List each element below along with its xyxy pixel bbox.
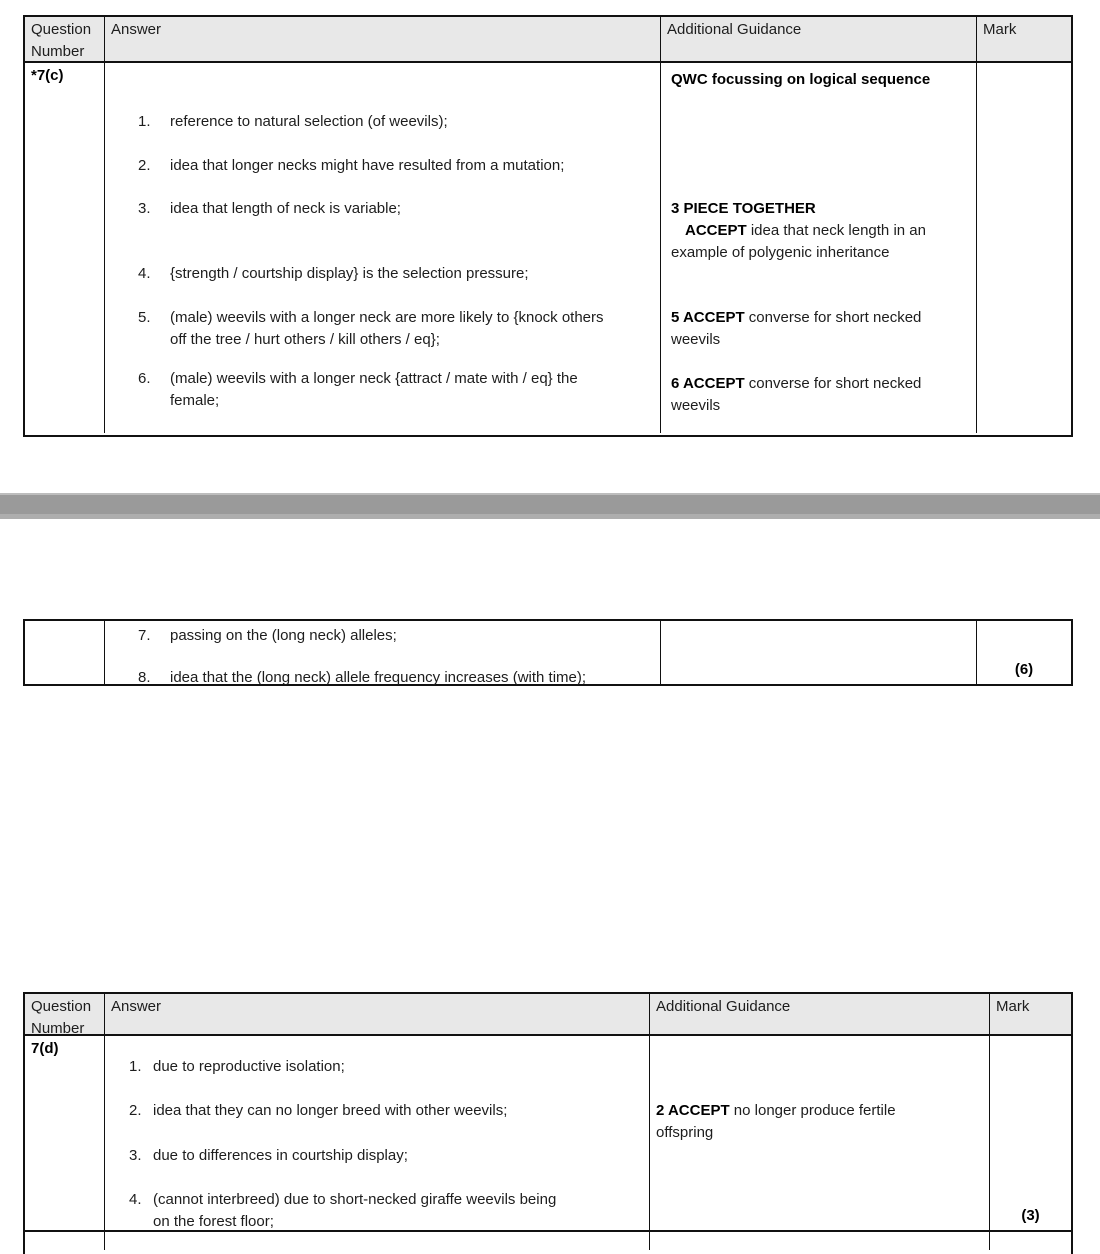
table-row	[25, 1036, 1071, 1232]
mark-value: (3)	[1021, 1207, 1040, 1224]
table-header-row	[25, 994, 1071, 1036]
answer-point: 6. (male) weevils with a longer neck {attract / mate with / eq} the female;	[138, 370, 578, 409]
answer-cell	[105, 1036, 650, 1230]
answer-point: 2. idea that longer necks might have resulted from a mutation;	[138, 157, 565, 174]
column-header-mark: Mark	[983, 21, 1017, 38]
question-number: *7(c)	[31, 67, 64, 84]
mark-cell	[977, 621, 1071, 684]
answer-point: 8. idea that the (long neck) allele frequency increases (with time);	[138, 669, 587, 686]
column-header-additional-guidance: Additional Guidance	[650, 994, 990, 1042]
guidance-note-2: 2 ACCEPT no longer produce fertile offspring	[656, 1102, 896, 1141]
answer-point: 4. {strength / courtship display} is the selection pressure;	[138, 265, 529, 282]
mark-scheme-table-7c-continued	[23, 619, 1073, 686]
guidance-note-6: 6 ACCEPT converse for short necked weevils	[671, 375, 922, 414]
answer-point: 4. (cannot interbreed) due to short-necked giraffe weevils being on the forest floor;	[129, 1191, 557, 1230]
guidance-heading: QWC focussing on logical sequence	[671, 71, 931, 88]
mark-value: (6)	[1014, 661, 1034, 678]
question-number-cell	[25, 63, 105, 433]
answer-point: 1. due to reproductive isolation;	[129, 1058, 345, 1075]
guidance-note-5: 5 ACCEPT converse for short necked weevils	[671, 309, 922, 348]
page-divider	[0, 493, 1100, 519]
table-continuation-borders	[25, 1232, 1071, 1250]
column-header-additional-guidance: Additional Guidance	[661, 17, 977, 65]
answer-point: 3. due to differences in courtship display;	[129, 1147, 408, 1164]
answer-cell	[105, 63, 661, 433]
guidance-cell	[661, 63, 977, 433]
mark-scheme-table-7d	[23, 992, 1073, 1254]
answer-point: 2. idea that they can no longer breed with other weevils;	[129, 1102, 508, 1119]
guidance-note-3: 3 PIECE TOGETHER ACCEPT idea that neck length in an example of polygenic inheritance	[671, 200, 926, 261]
mark-cell	[977, 63, 1071, 433]
answer-cell	[105, 621, 661, 684]
table-header-row	[25, 17, 1071, 63]
answer-point: 7. passing on the (long neck) alleles;	[138, 627, 397, 644]
table-row	[25, 63, 1071, 433]
question-number-cell	[25, 621, 105, 684]
column-header-question-number: Question Number	[25, 994, 105, 1042]
column-header-answer: Answer	[105, 994, 650, 1042]
column-header-mark: Mark	[996, 998, 1030, 1015]
mark-cell	[990, 1036, 1071, 1230]
answer-point: 5. (male) weevils with a longer neck are more likely to {knock others off the tree / hurt others / kill others / eq};	[138, 309, 604, 348]
answer-point: 1. reference to natural selection (of weevils);	[138, 113, 448, 130]
column-header-answer: Answer	[105, 17, 661, 65]
mark-scheme-table-7c	[23, 15, 1073, 437]
answer-point: 3. idea that length of neck is variable;	[138, 200, 401, 217]
question-number-cell	[25, 1036, 105, 1230]
guidance-cell	[650, 1036, 990, 1230]
guidance-cell	[661, 621, 977, 684]
question-number: 7(d)	[31, 1040, 59, 1057]
column-header-question-number: Question Number	[25, 17, 105, 65]
table-row	[25, 621, 1071, 684]
